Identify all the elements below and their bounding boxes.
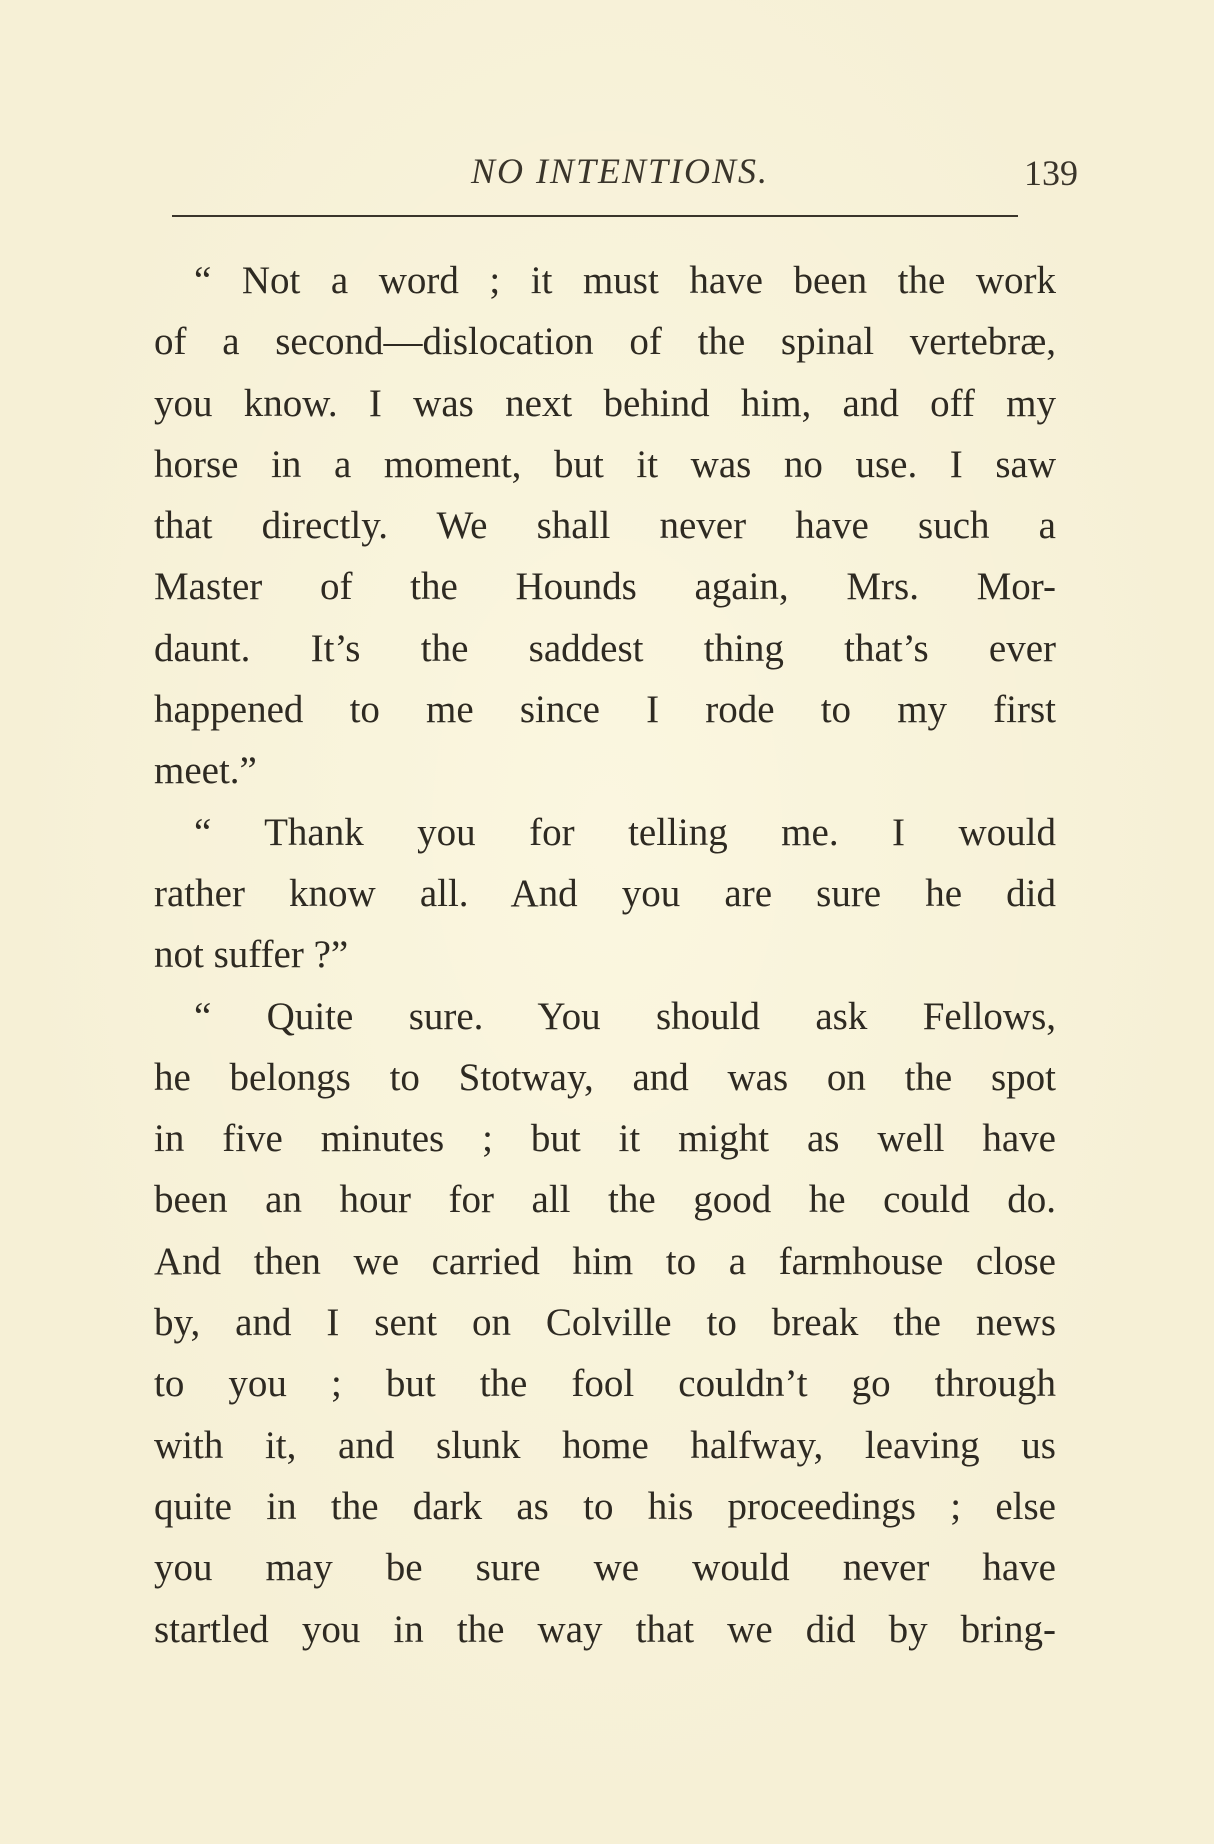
text-line: Master of the Hounds again, Mrs. Mor-: [154, 565, 1056, 609]
text-line: you may be sure we would never have: [154, 1546, 1056, 1590]
text-line: happened to me since I rode to my first: [154, 688, 1056, 732]
running-head-title: NO INTENTIONS.: [470, 151, 770, 191]
text-line: of a second—dislocation of the spinal vertebræ,: [154, 320, 1056, 364]
running-head: [170, 146, 1078, 196]
text-line: that directly. We shall never have such a: [154, 504, 1056, 548]
text-line: to you ; but the fool couldn’t go through: [154, 1362, 1056, 1406]
text-line: And then we carried him to a farmhouse close: [154, 1239, 1056, 1283]
text-line: quite in the dark as to his proceedings ; else: [154, 1484, 1056, 1528]
text-line: “ Quite sure. You should ask Fellows,: [194, 994, 1056, 1038]
text-line: you know. I was next behind him, and off my: [154, 381, 1056, 425]
text-line: “ Thank you for telling me. I would: [194, 810, 1056, 854]
text-line: daunt. It’s the saddest thing that’s ever: [154, 626, 1056, 670]
text-line: horse in a moment, but it was no use. I saw: [154, 442, 1056, 486]
text-line: “ Not a word ; it must have been the work: [194, 259, 1056, 302]
text-line: he belongs to Stotway, and was on the spot: [154, 1055, 1056, 1099]
text-line: with it, and slunk home halfway, leaving us: [154, 1423, 1056, 1467]
body-text: [154, 250, 1056, 1660]
text-line: rather know all. And you are sure he did: [154, 871, 1056, 915]
text-line: not suffer ?”: [154, 933, 349, 977]
text-line: been an hour for all the good he could do.: [154, 1178, 1056, 1222]
text-line: by, and I sent on Colville to break the news: [154, 1301, 1056, 1345]
page-number: 139: [1024, 153, 1078, 193]
text-line: in five minutes ; but it might as well have: [154, 1117, 1056, 1161]
header-rule: [172, 215, 1018, 217]
text-line: startled you in the way that we did by bring-: [154, 1607, 1056, 1651]
text-line: meet.”: [154, 749, 257, 793]
